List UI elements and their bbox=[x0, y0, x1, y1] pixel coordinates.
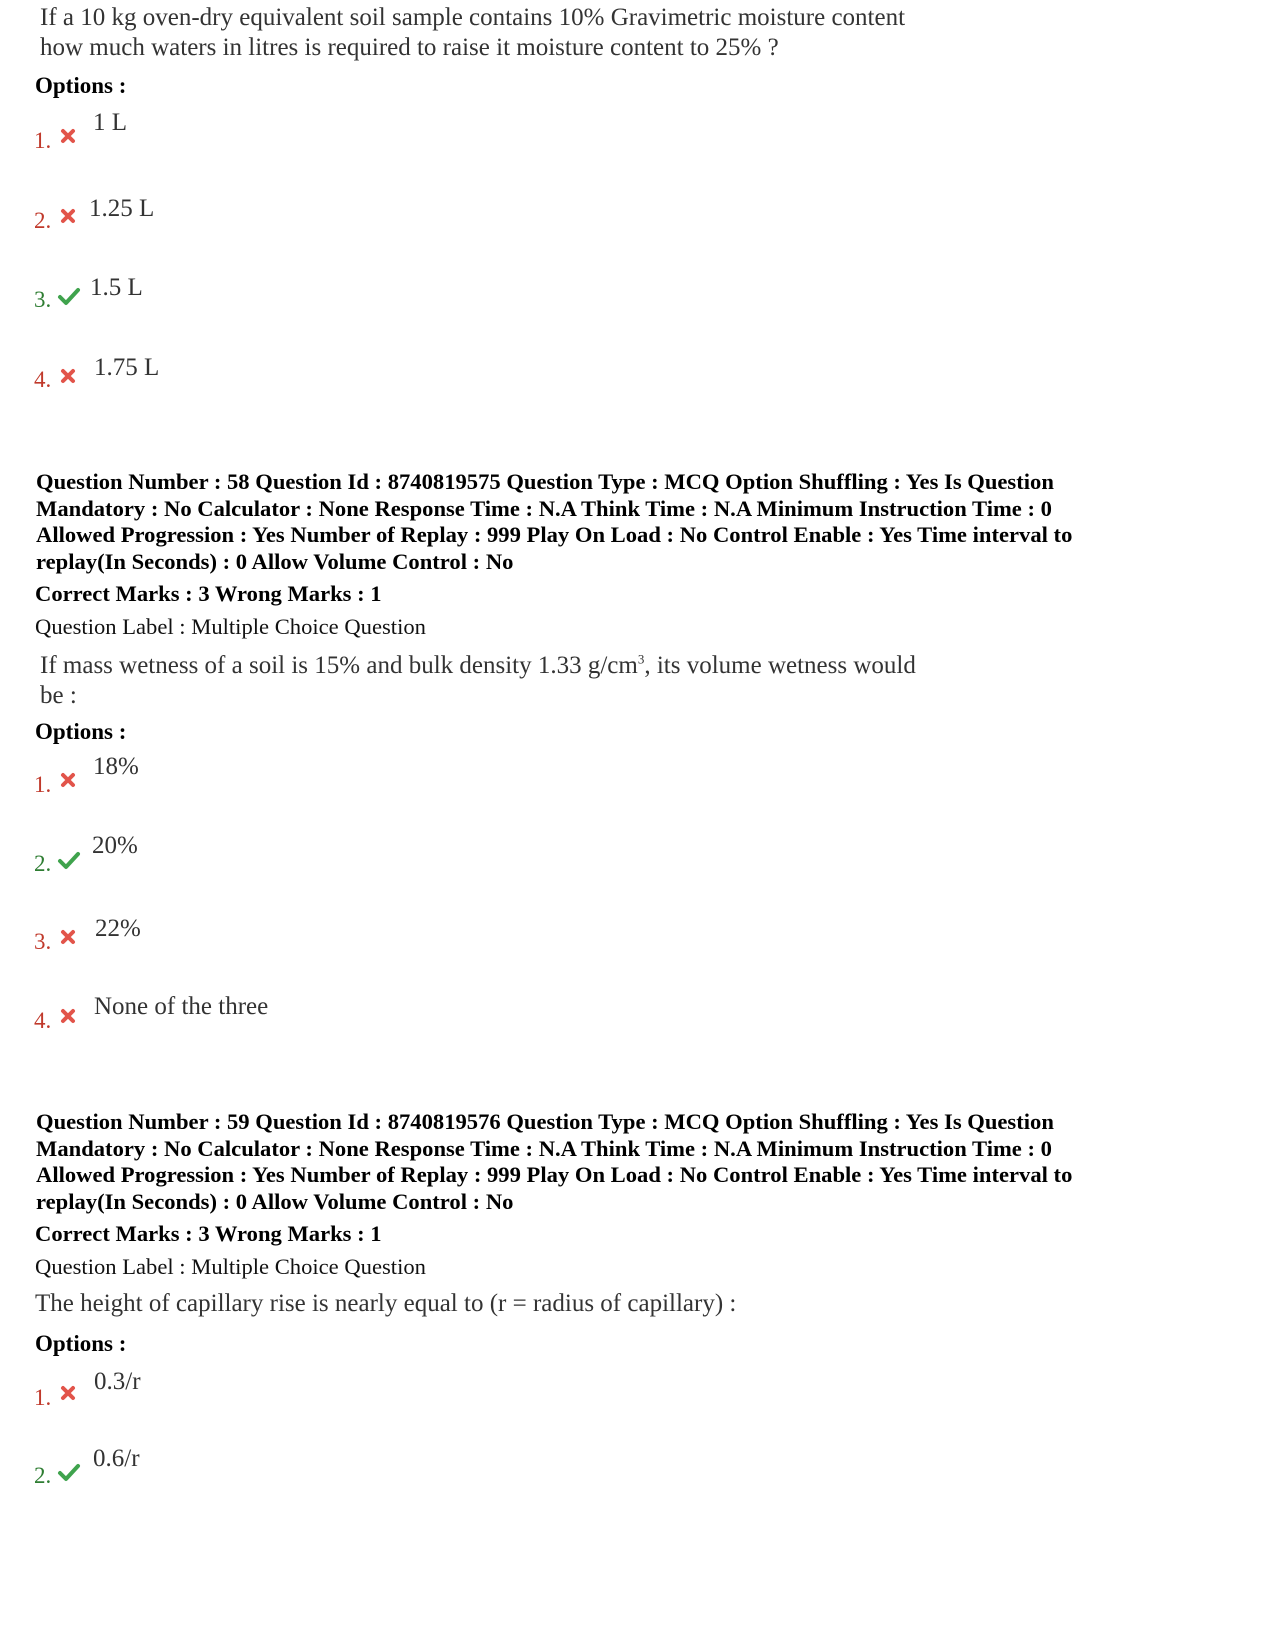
check-icon bbox=[57, 1462, 81, 1482]
option-text: 0.6/r bbox=[93, 1445, 140, 1472]
question-59-text-line1: The height of capillary rise is nearly equal to (r = radius of capillary) : bbox=[35, 1290, 737, 1317]
option-text: 1.75 L bbox=[94, 354, 160, 381]
question-58-marks: Correct Marks : 3 Wrong Marks : 1 bbox=[35, 581, 382, 606]
option-text: None of the three bbox=[94, 993, 269, 1020]
question-59-meta-line3: Allowed Progression : Yes Number of Replay : 999 Play On Load : No Control Enable : Yes Time interval to bbox=[36, 1162, 1073, 1187]
options-heading: Options : bbox=[35, 719, 127, 744]
question-59-label: Question Label : Multiple Choice Question bbox=[35, 1254, 426, 1279]
option-number: 1. bbox=[34, 772, 52, 797]
option-text: 0.3/r bbox=[94, 1368, 141, 1395]
question-59-marks: Correct Marks : 3 Wrong Marks : 1 bbox=[35, 1221, 382, 1246]
cross-icon bbox=[59, 1007, 77, 1025]
question-59-meta-line1: Question Number : 59 Question Id : 8740819576 Question Type : MCQ Option Shuffling : Yes Is Question bbox=[36, 1109, 1054, 1134]
option-text: 20% bbox=[92, 832, 138, 859]
option-number: 3. bbox=[34, 929, 52, 954]
option-text: 22% bbox=[95, 915, 141, 942]
question-58-text-line2: be : bbox=[40, 682, 77, 709]
question-57-text-line1: If a 10 kg oven-dry equivalent soil sample contains 10% Gravimetric moisture content bbox=[40, 4, 906, 31]
option-number: 2. bbox=[34, 208, 52, 233]
question-59-meta-line4: replay(In Seconds) : 0 Allow Volume Control : No bbox=[36, 1189, 514, 1214]
question-58-meta-line3: Allowed Progression : Yes Number of Replay : 999 Play On Load : No Control Enable : Yes Time interval to bbox=[36, 522, 1073, 547]
cross-icon bbox=[59, 207, 77, 225]
check-icon bbox=[57, 850, 81, 870]
cross-icon bbox=[59, 771, 77, 789]
question-58-label: Question Label : Multiple Choice Question bbox=[35, 614, 426, 639]
question-57-text-line2: how much waters in litres is required to raise it moisture content to 25% ? bbox=[40, 34, 779, 61]
question-58-meta-line2: Mandatory : No Calculator : None Response Time : N.A Think Time : N.A Minimum Instruction Time : 0 bbox=[36, 496, 1052, 521]
option-text: 1.25 L bbox=[89, 195, 155, 222]
option-number: 2. bbox=[34, 851, 52, 876]
option-number: 2. bbox=[34, 1463, 52, 1488]
cross-icon bbox=[59, 127, 77, 145]
cross-icon bbox=[59, 367, 77, 385]
cross-icon bbox=[59, 928, 77, 946]
option-number: 4. bbox=[34, 1008, 52, 1033]
check-icon bbox=[57, 286, 81, 306]
cross-icon bbox=[59, 1384, 77, 1402]
option-number: 3. bbox=[34, 287, 52, 312]
question-58-meta-line4: replay(In Seconds) : 0 Allow Volume Control : No bbox=[36, 549, 514, 574]
question-58-meta-line1: Question Number : 58 Question Id : 8740819575 Question Type : MCQ Option Shuffling : Yes Is Question bbox=[36, 469, 1054, 494]
option-text: 1.5 L bbox=[90, 274, 143, 301]
option-text: 18% bbox=[93, 753, 139, 780]
option-number: 1. bbox=[34, 128, 52, 153]
question-58-text-line1: If mass wetness of a soil is 15% and bulk density 1.33 $g/cm^3$, its volume wetness would bbox=[40, 651, 916, 679]
option-number: 1. bbox=[34, 1385, 52, 1410]
options-heading: Options : bbox=[35, 73, 127, 98]
option-number: 4. bbox=[34, 367, 52, 392]
question-59-meta-line2: Mandatory : No Calculator : None Response Time : N.A Think Time : N.A Minimum Instruction Time : 0 bbox=[36, 1136, 1052, 1161]
options-heading: Options : bbox=[35, 1331, 127, 1356]
option-text: 1 L bbox=[93, 109, 128, 136]
